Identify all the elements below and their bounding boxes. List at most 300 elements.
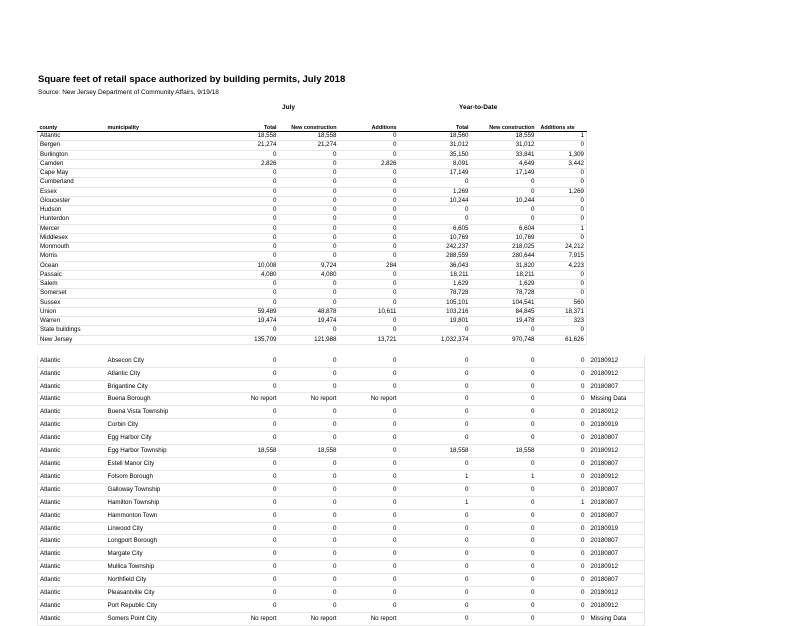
table-cell: 18,558 <box>279 445 339 458</box>
table-cell: 0 <box>339 496 399 509</box>
table-cell: 0 <box>339 326 399 335</box>
table-cell <box>399 470 423 483</box>
table-cell: 3,442 <box>537 159 587 168</box>
table-cell: 0 <box>471 574 537 587</box>
table-cell: 0 <box>202 196 279 205</box>
table-cell: No report <box>202 612 279 625</box>
table-cell: 0 <box>279 233 339 242</box>
permits-table <box>37 121 645 626</box>
table-cell: 1,269 <box>537 187 587 196</box>
table-cell: 0 <box>279 574 339 587</box>
table-cell: 0 <box>537 535 587 548</box>
table-cell: 0 <box>339 470 399 483</box>
table-cell <box>399 326 423 335</box>
table-cell: 135,709 <box>202 335 279 344</box>
table-cell: 84,845 <box>471 307 537 316</box>
table-cell <box>106 280 202 289</box>
column-header-row <box>38 121 645 132</box>
table-cell: 9,724 <box>279 261 339 270</box>
table-cell <box>399 561 423 574</box>
table-cell: 0 <box>202 587 279 600</box>
table-cell: 0 <box>423 326 471 335</box>
table-cell: Margate City <box>106 548 202 561</box>
table-cell: 0 <box>423 419 471 432</box>
county-row <box>38 169 645 178</box>
table-cell <box>106 169 202 178</box>
table-cell: 19,474 <box>279 317 339 326</box>
table-cell: Somerset <box>38 289 106 298</box>
table-cell <box>399 224 423 233</box>
table-cell: Hunterdon <box>38 215 106 224</box>
table-cell: 0 <box>423 367 471 380</box>
table-cell: 0 <box>202 252 279 261</box>
table-cell <box>399 380 423 393</box>
table-cell: 0 <box>339 132 399 141</box>
county-row <box>38 159 645 168</box>
table-cell <box>399 289 423 298</box>
table-cell: 0 <box>279 150 339 159</box>
table-cell: 10,244 <box>423 196 471 205</box>
table-cell: 0 <box>202 169 279 178</box>
table-cell: 20180919 <box>587 522 645 535</box>
table-cell: 18,211 <box>471 270 537 279</box>
table-cell: 24,212 <box>537 243 587 252</box>
table-cell: 0 <box>423 206 471 215</box>
table-cell: Atlantic <box>38 548 106 561</box>
table-cell: 0 <box>537 509 587 522</box>
table-cell <box>399 141 423 150</box>
table-cell: 33,841 <box>471 150 537 159</box>
table-cell: Gloucester <box>38 196 106 205</box>
table-cell: Atlantic <box>38 393 106 406</box>
municipality-row <box>38 535 645 548</box>
table-cell: No report <box>279 612 339 625</box>
table-cell: 0 <box>537 445 587 458</box>
table-cell: 1,629 <box>423 280 471 289</box>
table-cell: Atlantic <box>38 496 106 509</box>
table-cell <box>399 445 423 458</box>
table-cell: 105,101 <box>423 298 471 307</box>
table-cell: 0 <box>537 612 587 625</box>
table-cell: 0 <box>339 233 399 242</box>
table-cell <box>399 599 423 612</box>
table-cell: Pleasantville City <box>106 587 202 600</box>
table-cell <box>399 169 423 178</box>
table-cell: 0 <box>423 406 471 419</box>
table-cell: 0 <box>339 561 399 574</box>
table-cell: 0 <box>202 470 279 483</box>
table-cell: 0 <box>279 367 339 380</box>
county-row <box>38 326 645 335</box>
table-cell: 0 <box>279 298 339 307</box>
table-cell: 323 <box>537 317 587 326</box>
table-cell <box>106 298 202 307</box>
table-cell: 6,604 <box>471 224 537 233</box>
table-cell: Camden <box>38 159 106 168</box>
table-cell: 0 <box>279 548 339 561</box>
table-cell: Linwood City <box>106 522 202 535</box>
table-cell: 10,244 <box>471 196 537 205</box>
table-cell <box>399 196 423 205</box>
county-row <box>38 196 645 205</box>
table-cell: 17,149 <box>423 169 471 178</box>
table-cell: 19,474 <box>202 317 279 326</box>
table-cell: 0 <box>423 458 471 471</box>
table-cell: 0 <box>471 496 537 509</box>
table-cell: 0 <box>279 159 339 168</box>
table-cell: 0 <box>279 326 339 335</box>
table-cell: 0 <box>537 196 587 205</box>
table-cell: 20180807 <box>587 535 645 548</box>
table-cell: 0 <box>537 548 587 561</box>
table-cell: 0 <box>471 355 537 367</box>
table-cell: 0 <box>537 326 587 335</box>
table-cell: 242,237 <box>423 243 471 252</box>
table-cell: 1 <box>537 496 587 509</box>
table-cell: 0 <box>537 599 587 612</box>
table-cell <box>399 233 423 242</box>
table-cell: Atlantic <box>38 599 106 612</box>
table-cell <box>399 612 423 625</box>
table-cell: 1,269 <box>423 187 471 196</box>
table-cell: 20180912 <box>587 599 645 612</box>
table-cell <box>106 215 202 224</box>
table-cell: Egg Harbor Township <box>106 445 202 458</box>
table-cell: No report <box>279 393 339 406</box>
table-cell: Atlantic <box>38 587 106 600</box>
table-cell: 0 <box>537 355 587 367</box>
table-body <box>38 132 645 626</box>
table-cell: 0 <box>537 169 587 178</box>
table-cell: Monmouth <box>38 243 106 252</box>
table-cell: Passaic <box>38 270 106 279</box>
table-cell: 0 <box>339 574 399 587</box>
table-cell: Atlantic <box>38 561 106 574</box>
table-cell: Corbin City <box>106 419 202 432</box>
municipality-row <box>38 406 645 419</box>
table-cell <box>399 509 423 522</box>
table-cell: 21,274 <box>279 141 339 150</box>
table-cell: 0 <box>339 535 399 548</box>
table-cell <box>106 270 202 279</box>
table-cell: 18,560 <box>423 132 471 141</box>
municipality-row <box>38 380 645 393</box>
table-cell: 0 <box>202 224 279 233</box>
table-cell <box>399 150 423 159</box>
table-cell: 0 <box>279 243 339 252</box>
table-cell: 0 <box>537 215 587 224</box>
municipality-row <box>38 432 645 445</box>
table-cell: 0 <box>423 355 471 367</box>
table-cell <box>399 317 423 326</box>
table-cell: 31,820 <box>471 261 537 270</box>
table-cell: 0 <box>471 380 537 393</box>
table-cell: 36,043 <box>423 261 471 270</box>
table-cell: 0 <box>279 178 339 187</box>
table-cell: 0 <box>279 599 339 612</box>
municipality-row <box>38 419 645 432</box>
table-cell: 20180807 <box>587 548 645 561</box>
table-cell: 18,559 <box>471 132 537 141</box>
table-cell: No report <box>202 393 279 406</box>
table-cell <box>106 178 202 187</box>
table-cell: 0 <box>423 509 471 522</box>
table-cell: 61,626 <box>537 335 587 344</box>
table-cell: 0 <box>279 587 339 600</box>
table-cell: 0 <box>279 252 339 261</box>
municipality-row <box>38 470 645 483</box>
table-cell: 0 <box>339 215 399 224</box>
county-row <box>38 289 645 298</box>
table-cell: Mercer <box>38 224 106 233</box>
table-cell: 0 <box>537 270 587 279</box>
table-cell: Missing Data <box>587 393 645 406</box>
table-cell: 0 <box>339 289 399 298</box>
table-cell: 0 <box>471 522 537 535</box>
table-cell: 0 <box>339 380 399 393</box>
table-cell: Burlington <box>38 150 106 159</box>
table-cell: 288,559 <box>423 252 471 261</box>
table-cell: 13,721 <box>339 335 399 344</box>
table-cell: 0 <box>339 432 399 445</box>
table-cell: 0 <box>279 196 339 205</box>
table-cell: 0 <box>423 522 471 535</box>
table-cell: 18,211 <box>423 270 471 279</box>
table-cell <box>106 233 202 242</box>
table-cell: 0 <box>339 355 399 367</box>
table-cell: 18,558 <box>423 445 471 458</box>
table-cell: 0 <box>279 419 339 432</box>
table-cell <box>399 587 423 600</box>
table-cell: 0 <box>202 561 279 574</box>
table-cell: 0 <box>202 233 279 242</box>
table-cell <box>399 535 423 548</box>
table-cell: 0 <box>471 206 537 215</box>
table-cell: 10,769 <box>423 233 471 242</box>
table-cell: 284 <box>339 261 399 270</box>
table-cell: 31,012 <box>471 141 537 150</box>
table-cell: New Jersey <box>38 335 106 344</box>
table-cell: 0 <box>202 289 279 298</box>
table-cell: 0 <box>339 178 399 187</box>
table-cell <box>399 432 423 445</box>
table-cell: 0 <box>202 406 279 419</box>
table-cell: Galloway Township <box>106 483 202 496</box>
table-cell: 0 <box>339 599 399 612</box>
table-cell: 0 <box>423 574 471 587</box>
municipality-row <box>38 509 645 522</box>
table-cell: 0 <box>423 380 471 393</box>
table-cell: 0 <box>339 141 399 150</box>
table-cell: Folsom Borough <box>106 470 202 483</box>
table-cell: 0 <box>537 574 587 587</box>
table-cell: 280,644 <box>471 252 537 261</box>
table-cell: 20180912 <box>587 445 645 458</box>
table-cell: Atlantic <box>38 522 106 535</box>
table-cell: 0 <box>423 548 471 561</box>
table-cell: 20180807 <box>587 496 645 509</box>
county-row <box>38 132 645 141</box>
table-cell: 1,032,374 <box>423 335 471 344</box>
table-cell: 0 <box>339 243 399 252</box>
table-cell: 0 <box>471 419 537 432</box>
table-cell: 0 <box>202 243 279 252</box>
county-row <box>38 224 645 233</box>
table-cell: 20180807 <box>587 509 645 522</box>
table-cell: Absecon City <box>106 355 202 367</box>
table-cell: 0 <box>202 574 279 587</box>
table-cell: 0 <box>339 298 399 307</box>
table-cell: 0 <box>202 419 279 432</box>
table-cell: 0 <box>537 141 587 150</box>
table-cell: Port Republic City <box>106 599 202 612</box>
table-cell: 0 <box>202 432 279 445</box>
county-row <box>38 141 645 150</box>
table-cell: 0 <box>423 483 471 496</box>
table-cell: 0 <box>339 445 399 458</box>
table-cell <box>106 252 202 261</box>
table-cell: 0 <box>202 206 279 215</box>
table-cell: 20180912 <box>587 367 645 380</box>
municipality-row <box>38 367 645 380</box>
county-row <box>38 150 645 159</box>
table-cell: 0 <box>537 367 587 380</box>
table-cell: 20180807 <box>587 483 645 496</box>
table-cell: 0 <box>202 298 279 307</box>
table-cell: Atlantic <box>38 535 106 548</box>
col-july-new: New construction <box>279 121 339 132</box>
table-cell: 0 <box>423 535 471 548</box>
table-cell <box>399 298 423 307</box>
table-cell: 0 <box>339 587 399 600</box>
table-cell: Atlantic <box>38 406 106 419</box>
table-cell: 20180807 <box>587 380 645 393</box>
table-cell: 104,541 <box>471 298 537 307</box>
table-cell: 1 <box>537 132 587 141</box>
table-cell: 0 <box>202 367 279 380</box>
table-cell: Ocean <box>38 261 106 270</box>
table-cell: 0 <box>537 178 587 187</box>
municipality-row <box>38 574 645 587</box>
col-ytd-additions: Additions ste <box>537 121 587 132</box>
table-cell: 0 <box>423 612 471 625</box>
table-cell: 0 <box>279 289 339 298</box>
table-cell: 0 <box>537 233 587 242</box>
county-row <box>38 178 645 187</box>
table-cell: Atlantic <box>38 470 106 483</box>
table-cell: Atlantic <box>38 432 106 445</box>
table-cell: 0 <box>537 432 587 445</box>
table-cell <box>399 243 423 252</box>
table-cell: 0 <box>471 406 537 419</box>
table-cell: 0 <box>471 535 537 548</box>
table-cell <box>399 215 423 224</box>
table-cell: Warren <box>38 317 106 326</box>
table-cell: 0 <box>471 483 537 496</box>
table-cell: 0 <box>423 215 471 224</box>
table-cell: 0 <box>471 599 537 612</box>
table-cell: Hammonton Town <box>106 509 202 522</box>
county-row <box>38 270 645 279</box>
table-cell: 0 <box>339 224 399 233</box>
table-cell: 20180912 <box>587 587 645 600</box>
table-cell: 20180919 <box>587 419 645 432</box>
group-header-july: July <box>282 104 296 111</box>
table-cell: 0 <box>339 483 399 496</box>
table-cell: Cumberland <box>38 178 106 187</box>
municipality-row <box>38 587 645 600</box>
table-cell: 0 <box>471 509 537 522</box>
table-cell: Buena Vista Township <box>106 406 202 419</box>
col-ytd-new: New construction <box>471 121 537 132</box>
table-cell: Atlantic <box>38 132 106 141</box>
table-cell: 1 <box>423 496 471 509</box>
table-cell: Estell Manor City <box>106 458 202 471</box>
table-cell: 0 <box>339 187 399 196</box>
table-cell: 0 <box>339 509 399 522</box>
table-cell: 18,558 <box>202 132 279 141</box>
table-cell: 1 <box>537 224 587 233</box>
table-cell: 0 <box>537 393 587 406</box>
table-cell: 0 <box>537 587 587 600</box>
table-cell: Morris <box>38 252 106 261</box>
table-cell: 10,769 <box>471 233 537 242</box>
municipality-row <box>38 355 645 367</box>
table-cell: 0 <box>471 178 537 187</box>
table-cell: 0 <box>279 522 339 535</box>
table-cell: 19,478 <box>471 317 537 326</box>
table-cell <box>399 406 423 419</box>
table-cell: 0 <box>423 561 471 574</box>
table-cell <box>106 307 202 316</box>
table-cell: 0 <box>339 150 399 159</box>
table-cell: 18,371 <box>537 307 587 316</box>
table-cell: 0 <box>279 280 339 289</box>
table-cell <box>399 483 423 496</box>
county-row <box>38 233 645 242</box>
table-cell: 0 <box>471 393 537 406</box>
table-cell <box>399 307 423 316</box>
table-cell: 0 <box>537 280 587 289</box>
county-row <box>38 206 645 215</box>
table-cell <box>106 206 202 215</box>
county-row <box>38 187 645 196</box>
table-cell <box>106 159 202 168</box>
table-cell: 0 <box>471 432 537 445</box>
table-cell: 0 <box>423 432 471 445</box>
table-cell <box>399 252 423 261</box>
table-cell: 0 <box>471 612 537 625</box>
table-cell: Union <box>38 307 106 316</box>
table-cell: 0 <box>339 169 399 178</box>
table-cell: Somers Point City <box>106 612 202 625</box>
table-cell <box>399 187 423 196</box>
municipality-row <box>38 483 645 496</box>
table-cell: Longport Borough <box>106 535 202 548</box>
table-cell: Hudson <box>38 206 106 215</box>
municipality-row <box>38 599 645 612</box>
municipality-row <box>38 445 645 458</box>
table-cell: Atlantic City <box>106 367 202 380</box>
table-cell <box>106 224 202 233</box>
table-cell <box>399 393 423 406</box>
table-cell: 0 <box>339 252 399 261</box>
table-cell: Atlantic <box>38 355 106 367</box>
table-cell <box>106 196 202 205</box>
table-cell <box>399 367 423 380</box>
table-cell: 0 <box>471 326 537 335</box>
table-cell: 0 <box>471 587 537 600</box>
